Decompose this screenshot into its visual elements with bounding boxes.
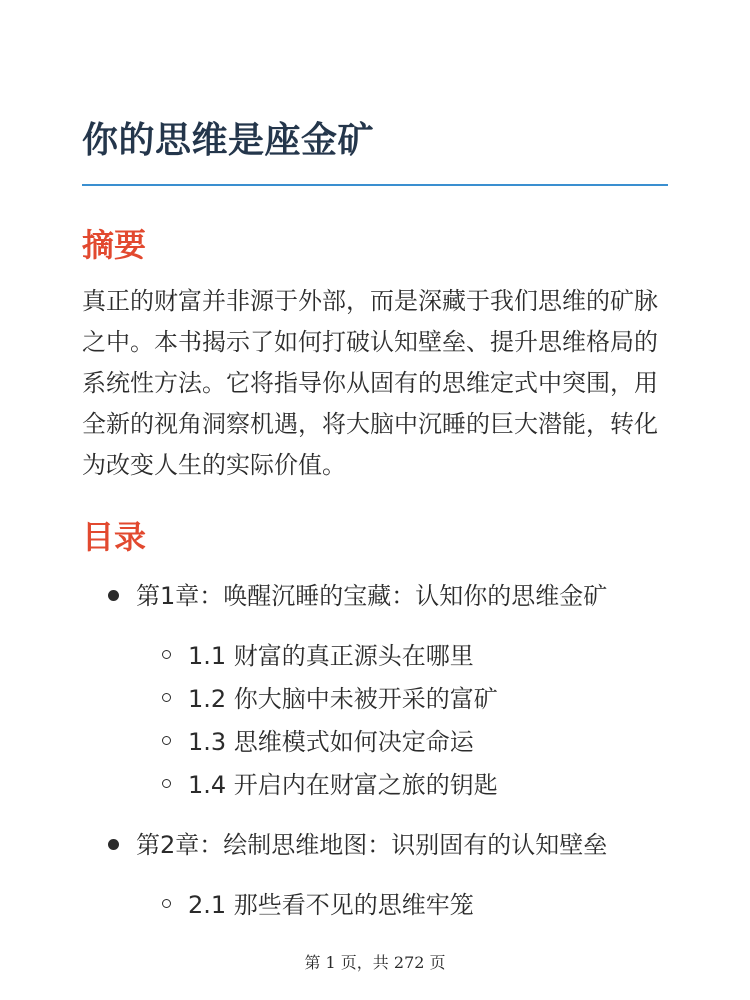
hollow-bullet-icon: [162, 899, 171, 908]
toc-chapter-label: 第2章：绘制思维地图：识别固有的认知壁垒: [136, 831, 608, 859]
hollow-bullet-icon: [162, 779, 171, 788]
hollow-bullet-icon: [162, 650, 171, 659]
toc-section-label: 1.1 财富的真正源头在哪里: [188, 642, 474, 670]
toc-chapter-label: 第1章：唤醒沉睡的宝藏：认知你的思维金矿: [136, 582, 608, 610]
hollow-bullet-icon: [162, 736, 171, 745]
toc-section-label: 2.1 那些看不见的思维牢笼: [188, 891, 474, 919]
filled-bullet-icon: [108, 590, 119, 601]
title-divider: [82, 184, 668, 186]
filled-bullet-icon: [108, 839, 119, 850]
book-title: 你的思维是座金矿: [82, 120, 375, 161]
toc-section-label: 1.2 你大脑中未被开采的富矿: [188, 685, 498, 713]
abstract-text: 真正的财富并非源于外部，而是深藏于我们思维的矿脉之中。本书揭示了如何打破认知壁垒、提升思维格局的系统性方法。它将指导你从固有的思维定式中突围，用全新的视角洞察机遇，将大脑中沉睡的巨大潜能，转化为改变人生的实际价值。: [82, 287, 658, 479]
toc-section-label: 1.3 思维模式如何决定命运: [188, 728, 474, 756]
toc-section-label: 1.4 开启内在财富之旅的钥匙: [188, 771, 498, 799]
hollow-bullet-icon: [162, 693, 171, 702]
abstract-heading: 摘要: [82, 226, 147, 264]
toc-heading: 目录: [82, 518, 147, 556]
page-footer: 第 1 页，共 272 页: [304, 953, 446, 972]
